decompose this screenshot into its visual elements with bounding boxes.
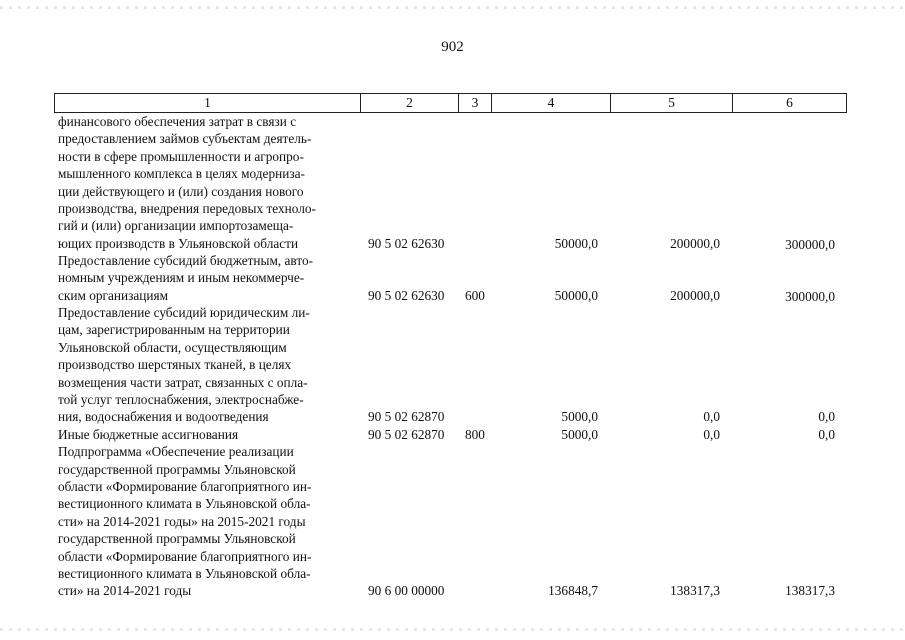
description-line: производства, внедрения передовых техноло- [58,201,316,217]
row-code: 90 5 02 62630 [368,235,445,251]
row-value-col4: 136848,7 [548,583,598,599]
column-header-5: 5 [611,94,733,113]
row-description [58,252,358,304]
description-line: государственной программы Ульяновской [58,461,296,477]
row-value-col4: 50000,0 [554,235,598,251]
column-header-4: 4 [492,94,611,113]
description-line: финансового обеспечения затрат в связи с [58,114,297,129]
description-line: сти» на 2014-2021 годы [58,583,192,599]
row-value-col5: 0,0 [703,426,720,442]
description-line: возмещения части затрат, связанных с опла- [58,374,308,390]
description-line: ции действующего и (или) создания нового [58,183,304,199]
column-header-row [55,94,847,113]
row-description [58,113,358,252]
description-line: Ульяновской области, осуществляющим [58,339,287,355]
row-code: 90 5 02 62870 [368,426,445,442]
description-line: вестиционного климата в Ульяновской обла- [58,566,311,582]
row-value-col5: 138317,3 [670,583,720,599]
row-value-col5: 200000,0 [670,287,720,303]
row-code: 90 6 00 00000 [368,583,445,599]
description-line: области «Формирование благоприятного ин- [58,479,312,494]
column-header-3: 3 [459,94,492,113]
description-line: Предоставление субсидий бюджетным, авто- [58,253,314,268]
description-line: Иные бюджетные ассигнования [58,426,239,442]
column-header-2: 2 [361,94,459,113]
column-header-1: 1 [55,94,361,113]
description-line: вестиционного климата в Ульяновской обла- [58,496,311,512]
scan-top-edge [0,6,905,9]
description-line: Предоставление субсидий юридическим ли- [58,305,310,320]
description-line: ющих производств в Ульяновской области [58,235,299,251]
column-header-6: 6 [733,94,847,113]
description-line: области «Формирование благоприятного ин- [58,548,312,564]
description-line: ния, водоснабжения и водоотведения [58,409,269,425]
description-line: цам, зарегистрированным на территории [58,322,290,338]
row-value-col6: 138317,3 [785,583,835,599]
row-value-col6: 300000,0 [785,236,835,252]
row-expense-type: 600 [465,287,485,303]
column-header-table [54,93,847,113]
description-line: ским организациям [58,287,169,303]
scan-bottom-edge [0,628,905,631]
row-value-col5: 200000,0 [670,235,720,251]
row-value-col6: 300000,0 [785,288,835,304]
row-code: 90 5 02 62870 [368,409,445,425]
row-value-col5: 0,0 [703,409,720,425]
description-line: ности в сфере промышленности и агропро- [58,148,304,164]
description-line: предоставлением займов субъектам деятель- [58,131,312,147]
row-description [58,304,358,426]
description-line: Подпрограмма «Обеспечение реализации [58,444,294,460]
description-line: сти» на 2014-2021 годы» на 2015-2021 годы [58,513,306,529]
row-value-col4: 5000,0 [561,409,598,425]
description-line: гий и (или) организации импортозамеща- [58,218,294,234]
description-line: мышленного комплекса в целях модерниза- [58,166,305,182]
page-number: 902 [441,39,464,55]
row-value-col4: 5000,0 [561,426,598,442]
description-line: той услуг теплоснабжения, электроснабже- [58,392,304,408]
description-line: государственной программы Ульяновской [58,531,296,547]
row-value-col4: 50000,0 [554,287,598,303]
description-line: номным учреждениям и иным некоммерче- [58,270,305,286]
row-expense-type: 800 [465,426,485,442]
row-description [58,443,358,600]
row-description [58,426,358,443]
row-value-col6: 0,0 [818,409,835,425]
description-line: производство шерстяных тканей, в целях [58,357,292,373]
row-code: 90 5 02 62630 [368,287,445,303]
row-value-col6: 0,0 [818,426,835,442]
